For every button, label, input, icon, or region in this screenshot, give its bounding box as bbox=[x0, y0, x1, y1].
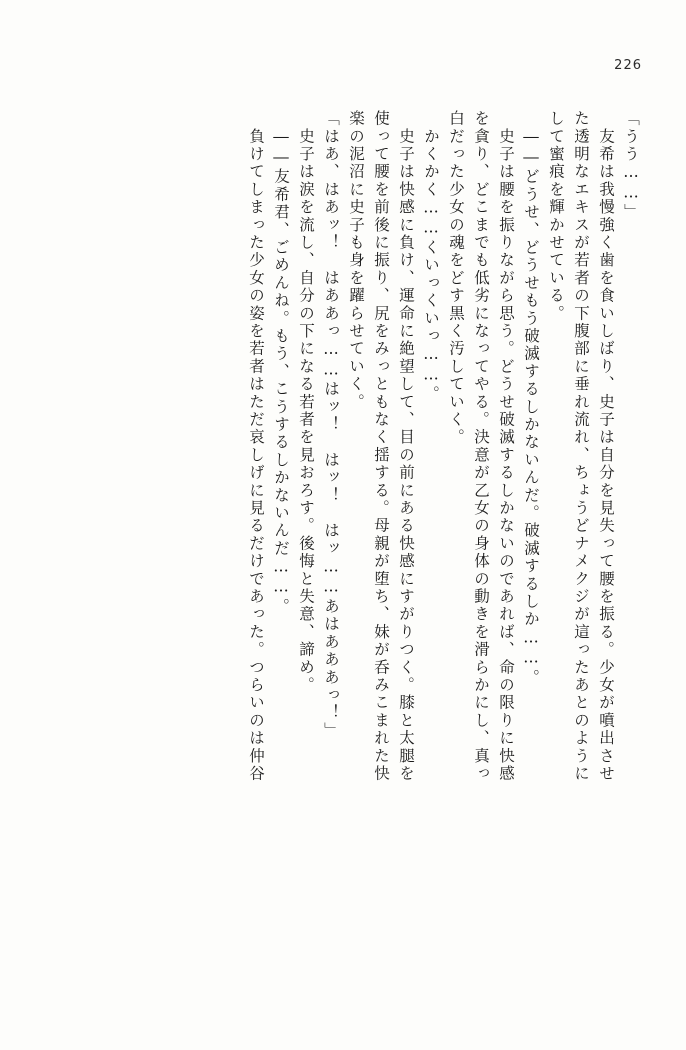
text-column: ――友希君、ごめんね。もう、こうするしかないんだ……。 bbox=[272, 110, 290, 616]
text-column: を貪り、どこまでも低劣になってやる。決意が乙女の身体の動きを滑らかにし、真っ bbox=[472, 110, 490, 783]
text-column: 史子は腰を振りながら思う。どうせ破滅するしかないのであれば、命の限りに快感 bbox=[497, 110, 515, 783]
page-number: 226 bbox=[614, 58, 642, 73]
text-column: 「うう……」 bbox=[622, 110, 640, 222]
text-column: 史子は涙を流し、自分の下になる若者を見おろす。後悔と失意、諦め。 bbox=[297, 110, 315, 695]
text-column: 負けてしまった少女の姿を若者はただ哀しげに見るだけであった。つらいのは仲谷 bbox=[247, 110, 265, 783]
vertical-text-block bbox=[52, 110, 638, 990]
text-column: た透明なエキスが若者の下腹部に垂れ流れ、ちょうどナメクジが這ったあとのように bbox=[572, 110, 590, 783]
text-column: 白だった少女の魂をどす黒く汚していく。 bbox=[447, 110, 465, 447]
text-column: 使って腰を前後に振り、尻をみっともなく揺する。母親が堕ち、妹が呑みこまれた快 bbox=[372, 110, 390, 783]
text-column: 楽の泥沼に史子も身を躍らせていく。 bbox=[347, 110, 365, 411]
text-column: 史子は快感に負け、運命に絶望して、目の前にある快感にすがりつく。膝と太腿を bbox=[397, 110, 415, 783]
text-column: 「はあ、はあッ！ はああっ……はッ！ はッ！ はッ……あはあああっ！」 bbox=[322, 110, 340, 740]
text-column: 友希は我慢強く歯を食いしばり、史子は自分を見失って腰を振る。少女が噴出させ bbox=[597, 110, 615, 783]
text-column: して蜜痕を輝かせている。 bbox=[547, 110, 565, 323]
text-column: ――どうせ、どうせもう破滅するしかないんだ。破滅するしか……。 bbox=[522, 110, 540, 687]
text-column: かくかく……くいっくいっ……。 bbox=[422, 110, 440, 404]
